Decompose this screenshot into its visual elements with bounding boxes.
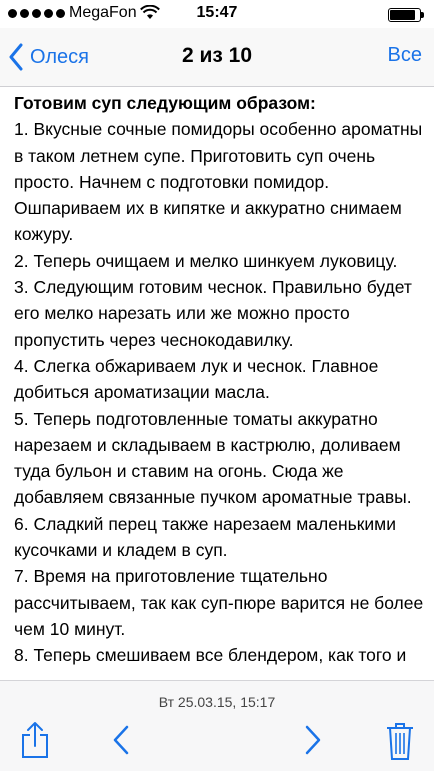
share-icon[interactable] (20, 721, 50, 759)
bottom-toolbar (0, 680, 434, 771)
message-paragraph: 7. Время на приготовление тщательно рассчитываем, так как суп-пюре варится не более чем 10 минут. (14, 566, 424, 639)
message-paragraph: 8. Теперь смешиваем все блендером, как того и (14, 645, 407, 666)
status-time: 15:47 (196, 4, 238, 21)
message-paragraph: 4. Слегка обжариваем лук и чеснок. Главное добиться ароматизации масла. (14, 355, 379, 403)
navigation-bar (0, 28, 434, 87)
status-bar (0, 0, 434, 28)
message-paragraph: 5. Теперь подготовленные томаты аккуратно нарезаем и складываем в кастрюлю, доливаем туда бульон и ставим на огонь. Сюда же добавляем связанные пучком ароматные травы. (14, 408, 412, 508)
message-paragraph: 3. Следующим готовим чеснок. Правильно будет его мелко нарезать или же можно просто пропустить через чеснокодавилку. (14, 277, 412, 350)
all-messages-button[interactable]: Все (387, 44, 422, 66)
message-body (14, 90, 424, 680)
previous-message-icon[interactable] (112, 725, 130, 755)
message-paragraph: 1. Вкусные сочные помидоры особенно ароматны в таком летнем супе. Приготовить суп очень просто. Начнем с подготовки помидор. Ошпариваем их в кипятке и аккуратно снимаем кожуру. (14, 119, 423, 245)
battery-icon (388, 8, 424, 22)
carrier-name: MegaFon (69, 4, 137, 21)
trash-icon[interactable] (385, 721, 415, 761)
message-date: Вт 25.03.15, 15:17 (158, 694, 276, 710)
next-message-icon[interactable] (304, 725, 322, 755)
message-paragraph: 6. Сладкий перец также нарезаем маленькими кусочками и кладем в суп. (14, 513, 396, 561)
message-counter: 2 из 10 (181, 44, 253, 67)
back-button-label: Олеся (30, 45, 89, 68)
message-paragraph: 2. Теперь очищаем и мелко шинкуем луковицу. (14, 250, 398, 271)
message-heading: Готовим суп следующим образом: (14, 93, 316, 113)
